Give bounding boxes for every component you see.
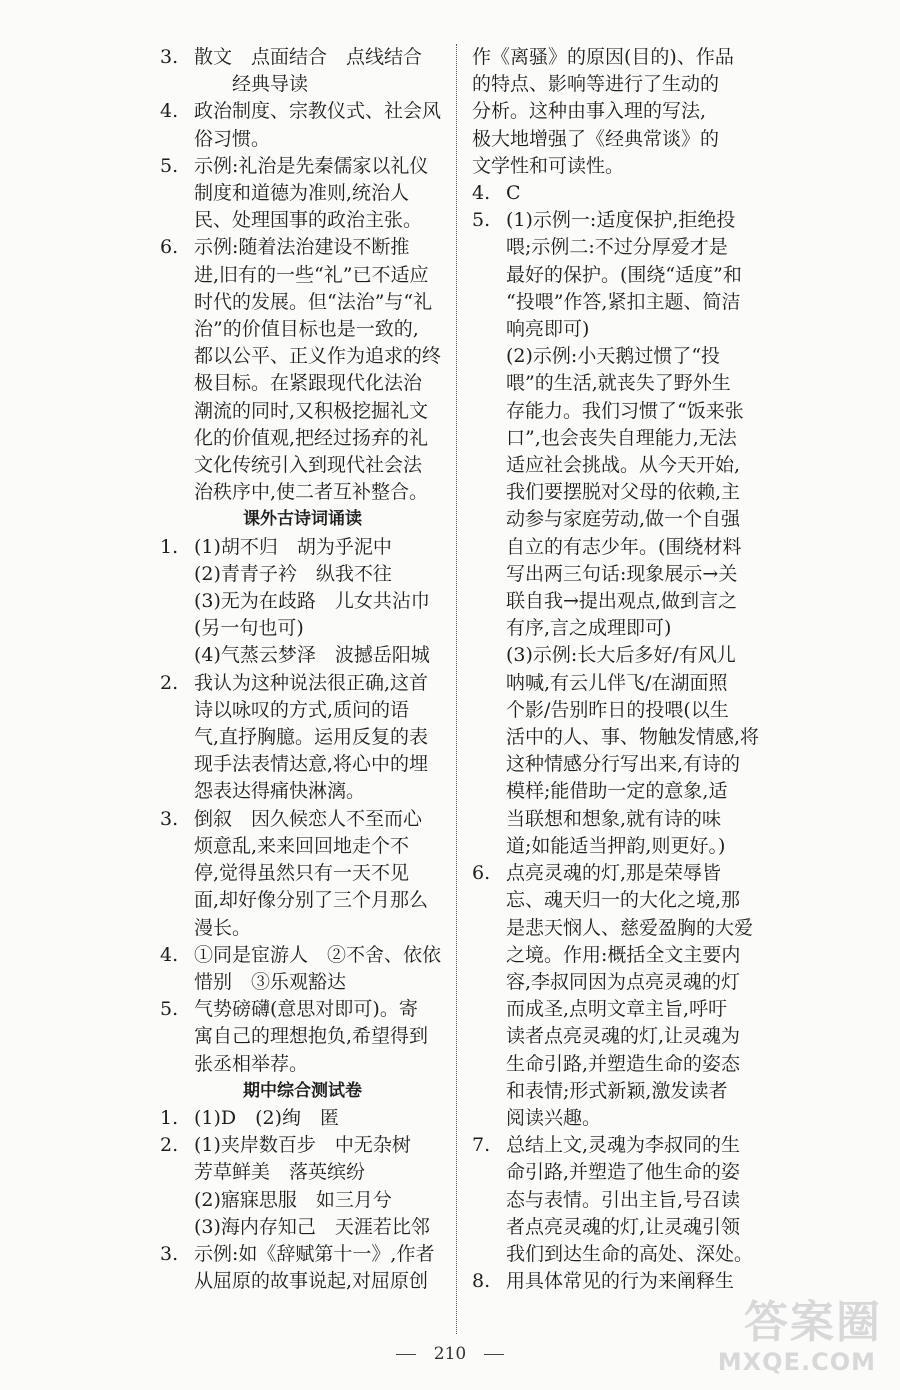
- item-number: 6.: [472, 862, 491, 885]
- item-number: 4.: [160, 943, 179, 966]
- answer-line: 个影/告别昨日的投喂(以生: [506, 698, 729, 721]
- answer-line: 进,旧有的一些“礼”已不适应: [194, 263, 429, 286]
- answer-line: 道;如能适当押韵,则更好。): [506, 834, 726, 857]
- answer-line: 烦意乱,来来回回地走个不: [194, 834, 410, 857]
- answer-line: 态与表情。引出主旨,号召读: [506, 1188, 741, 1211]
- answer-line: 散文 点面结合 点线结合: [194, 46, 423, 68]
- answer-line: 存能力。我们习惯了“饭来张: [506, 399, 744, 422]
- item-number: 4.: [160, 100, 179, 123]
- answer-item: [160, 996, 445, 1078]
- answer-line: 从屈原的故事说起,对屈原创: [194, 1270, 429, 1293]
- answer-line: (1)示例一:适度保护,拒绝投: [506, 209, 736, 232]
- answer-item: [160, 1132, 445, 1186]
- answer-line: 忘、魂天归一的大化之境,那: [506, 889, 741, 912]
- answer-line: (3)海内存知己 天涯若比邻: [194, 1215, 430, 1238]
- answer-line: (2)青青子衿 纵我不往: [194, 562, 392, 585]
- answer-line: 芳草鲜美 落英缤纷: [194, 1161, 366, 1184]
- answer-line: 模样;能借助一定的意象,适: [506, 780, 728, 803]
- answer-line: ①同是宦游人 ②不舍、依依: [194, 943, 442, 966]
- answer-line: 之境。作用:概括全文主要内: [506, 943, 741, 966]
- answer-line: 极大地增强了《经典常谈》的: [472, 127, 720, 150]
- answer-item: [160, 153, 445, 235]
- answer-line: 容,李叔同因为点亮灵魂的灯: [506, 970, 741, 993]
- column-divider: [456, 44, 457, 1334]
- answer-subitem: [472, 343, 750, 642]
- answer-subitem: [160, 1214, 445, 1241]
- answer-line: 气势磅礴(意思对即可)。寄: [194, 998, 418, 1021]
- answer-line: 而成圣,点明文章主旨,呼吁: [506, 998, 728, 1021]
- answer-item: [160, 1105, 445, 1132]
- answer-line: (3)无为在歧路 儿女共沾巾: [194, 590, 430, 613]
- answer-line: “投喂”作答,紧扣主题、简洁: [506, 290, 741, 313]
- answer-item: [160, 534, 445, 561]
- answer-line: (1)D (2)绚 匿: [194, 1106, 340, 1129]
- item-number: 5.: [160, 998, 179, 1021]
- answer-subitem: [160, 588, 445, 642]
- answer-subitem: [160, 1187, 445, 1214]
- answer-item: [160, 234, 445, 506]
- answer-line: 用具体常见的行为来阐释生: [506, 1270, 735, 1293]
- answer-line: 的特点、影响等进行了生动的: [472, 73, 720, 96]
- answer-line: 都以公平、正义作为追求的终: [194, 345, 442, 368]
- answer-line: 自立的有志少年。(围绕材料: [506, 535, 742, 558]
- answer-item: [160, 942, 445, 996]
- answer-line: 示例:如《辞赋第十一》,作者: [194, 1242, 435, 1265]
- answer-line: 惜别 ③乐观豁达: [194, 970, 347, 993]
- answer-line: (2)寤寐思服 如三月兮: [194, 1188, 392, 1211]
- answer-line: 寓自己的理想抱负,希望得到: [194, 1025, 429, 1048]
- answer-subitem: [160, 642, 445, 669]
- answer-line: 活中的人、事、物触发情感,将: [506, 726, 760, 749]
- answer-line: 呐喊,有云儿伴飞/在湖面照: [506, 671, 728, 694]
- answer-line: 分析。这种由事入理的写法,: [472, 100, 707, 123]
- answer-line: 化的价值观,把经过扬弃的礼: [194, 426, 429, 449]
- answer-line: 口”,也会丧失自理能力,无法: [506, 426, 737, 449]
- item-number: 6.: [160, 236, 179, 259]
- answer-line: 者点亮灵魂的灯,让灵魂引领: [506, 1215, 741, 1238]
- answer-item: [160, 98, 445, 152]
- item-number: 5.: [472, 209, 491, 232]
- answer-line: 命引路,并塑造了他生命的姿: [506, 1161, 741, 1184]
- answer-line: (4)气蒸云梦泽 波撼岳阳城: [194, 644, 430, 667]
- watermark-logo: [702, 1286, 882, 1376]
- answer-line: 治”的价值目标也是一致的,: [194, 318, 419, 341]
- answer-line: 有序,言之成理即可): [506, 617, 672, 640]
- answer-line: (另一句也可): [194, 617, 304, 640]
- answer-item: [160, 806, 445, 942]
- item-number: 1.: [160, 1106, 179, 1129]
- answer-line: 点亮灵魂的灯,那是荣辱皆: [506, 862, 722, 885]
- answer-line: 我们要摆脱对父母的依赖,主: [506, 481, 741, 504]
- answer-line: (3)示例:长大后多好/有风儿: [506, 644, 736, 667]
- answer-item: [160, 44, 445, 98]
- answer-line: 文学性和可读性。: [472, 154, 625, 177]
- item-number: 2.: [160, 1134, 179, 1157]
- answer-line: 阅读兴趣。: [506, 1106, 602, 1129]
- answer-line: 动参与家庭劳动,做一个自强: [506, 508, 741, 531]
- answer-continuation: [472, 44, 750, 180]
- answer-line: 写出两三句话:现象展示→关: [506, 562, 738, 585]
- answer-line: 治秩序中,使二者互补整合。: [194, 481, 429, 504]
- answer-line: 怨表达得痛快淋漓。: [194, 780, 366, 803]
- item-number: 8.: [472, 1270, 491, 1293]
- answer-line: 当联想和想象,就有诗的味: [506, 807, 722, 830]
- answer-item: [472, 207, 750, 343]
- watermark-top-text: 答案圈: [744, 1297, 882, 1348]
- answer-line: 喂”的生活,就丧失了野外生: [506, 372, 731, 395]
- answer-line: 政治制度、宗教仪式、社会风: [194, 100, 442, 123]
- answer-line: 总结上文,灵魂为李叔同的生: [506, 1134, 741, 1157]
- answer-line: 作《离骚》的原因(目的)、作品: [472, 46, 734, 68]
- right-column: [472, 44, 760, 1295]
- answer-line: 潮流的同时,又积极挖掘礼文: [194, 399, 429, 422]
- item-number: 3.: [160, 1242, 179, 1265]
- page-number: 210: [433, 1344, 467, 1364]
- answer-line: 倒叙 因久候恋人不至而心: [194, 807, 423, 830]
- answer-line: 极目标。在紧跟现代化法治: [194, 372, 423, 395]
- item-number: 2.: [160, 671, 179, 694]
- answer-line: 漫长。: [194, 916, 252, 939]
- answer-item: [160, 1241, 445, 1295]
- answer-item: [472, 860, 754, 1132]
- answer-line: (1)胡不归 胡为乎泥中: [194, 535, 392, 558]
- item-number: 4.: [472, 182, 491, 205]
- answer-line: 经典导读: [232, 73, 309, 96]
- answer-line: (1)夹岸数百步 中无杂树: [194, 1134, 411, 1157]
- answer-line: 时代的发展。但“法治”与“礼: [194, 290, 433, 313]
- answer-line: 张丞相举荐。: [194, 1052, 309, 1075]
- answer-line: 我认为这种说法很正确,这首: [194, 671, 429, 694]
- answer-line: 适应社会挑战。从今天开始,: [506, 454, 741, 477]
- item-number: 1.: [160, 535, 179, 558]
- answer-line: 现手法表情达意,将心中的埋: [194, 753, 429, 776]
- answer-line: 我们到达生命的高处、深处。: [506, 1242, 754, 1265]
- left-column: [160, 44, 445, 1295]
- footer-dash-right: [484, 1354, 504, 1355]
- answer-line: (2)示例:小天鹅过惯了“投: [506, 345, 721, 368]
- answer-line: 诗以咏叹的方式,质问的语: [194, 698, 410, 721]
- answer-item: [472, 1132, 754, 1268]
- answer-subitem: [472, 642, 760, 860]
- watermark-bottom-text: MXQE.COM: [717, 1348, 876, 1376]
- footer-dash-left: [396, 1354, 416, 1355]
- section-title: 期中综合测试卷: [243, 1080, 362, 1101]
- answer-line: 停,觉得虽然只有一天不见: [194, 862, 410, 885]
- answer-line: 联自我→提出观点,做到言之: [506, 590, 737, 613]
- answer-line: 面,却好像分别了三个月那么: [194, 889, 429, 912]
- answer-line: 和表情;形式新颖,激发读者: [506, 1079, 728, 1102]
- item-number: 3.: [160, 807, 179, 830]
- answer-item: [472, 180, 750, 207]
- item-number: 3.: [160, 46, 179, 68]
- answer-line: 这种情感分行写出来,有诗的: [506, 753, 741, 776]
- answer-line: 民、处理国事的政治主张。: [194, 209, 423, 232]
- answer-line: 俗习惯。: [194, 127, 271, 150]
- answer-line: 最好的保护。(围绕“适度”和: [506, 263, 742, 286]
- answer-line: 是悲天悯人、慈爱盈胸的大爱: [506, 916, 754, 939]
- answer-line: 读者点亮灵魂的灯,让灵魂为: [506, 1025, 741, 1048]
- answer-line: 示例:礼治是先秦儒家以礼仪: [194, 154, 429, 177]
- answer-line: 气,直抒胸臆。运用反复的表: [194, 726, 429, 749]
- answer-line: 响亮即可): [506, 318, 590, 341]
- answer-subitem: [160, 561, 445, 588]
- answer-line: 文化传统引入到现代社会法: [194, 454, 423, 477]
- item-number: 7.: [472, 1134, 491, 1157]
- answer-item: [160, 670, 445, 806]
- answer-line: 示例:随着法治建设不断推: [194, 236, 410, 259]
- item-number: 5.: [160, 154, 179, 177]
- section-title: 课外古诗词诵读: [243, 509, 362, 530]
- answer-line: C: [506, 182, 521, 205]
- answer-line: 喂;示例二:不过分厚爱才是: [506, 236, 728, 259]
- answer-line: 制度和道德为准则,统治人: [194, 182, 410, 205]
- answer-line: 生命引路,并塑造生命的姿态: [506, 1052, 741, 1075]
